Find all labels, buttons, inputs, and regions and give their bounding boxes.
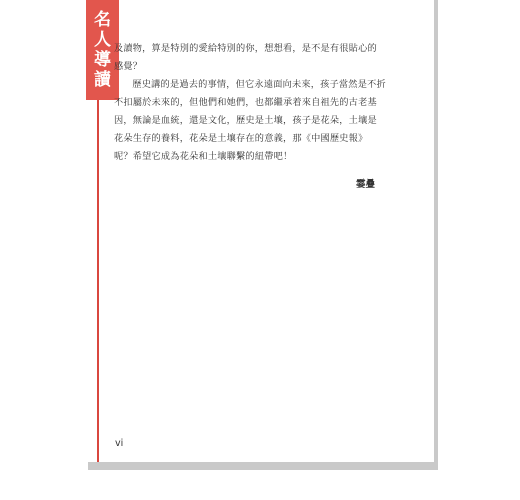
- section-title-char: 人: [94, 30, 111, 50]
- body-text: [114, 40, 386, 166]
- bottom-margin-bar: [88, 462, 438, 470]
- section-title-char: 導: [94, 50, 111, 70]
- paragraph: 歷史講的是過去的事情，但它永遠面向未來，孩子當然是不折不扣屬於未來的，但他們和她們，也都繼承着來自祖先的古老基因，無論是血統，還是文化，歷史是土壤，孩子是花朵，土壤是花朵生存的養料，花朵是土壤存在的意義，那《中國歷史報》呢？希望它成為花朵和土壤聯繫的紐帶吧！: [114, 79, 386, 162]
- section-title-char: 讀: [94, 70, 111, 90]
- section-title-char: 名: [94, 10, 111, 30]
- page-number: vi: [115, 438, 124, 449]
- author-signature: 霎疊: [356, 179, 376, 190]
- right-margin-strip: [434, 0, 438, 470]
- paragraph: 及讀物，算是特別的愛給特別的你，想想看，是不是有很貼心的感覺？: [114, 43, 377, 72]
